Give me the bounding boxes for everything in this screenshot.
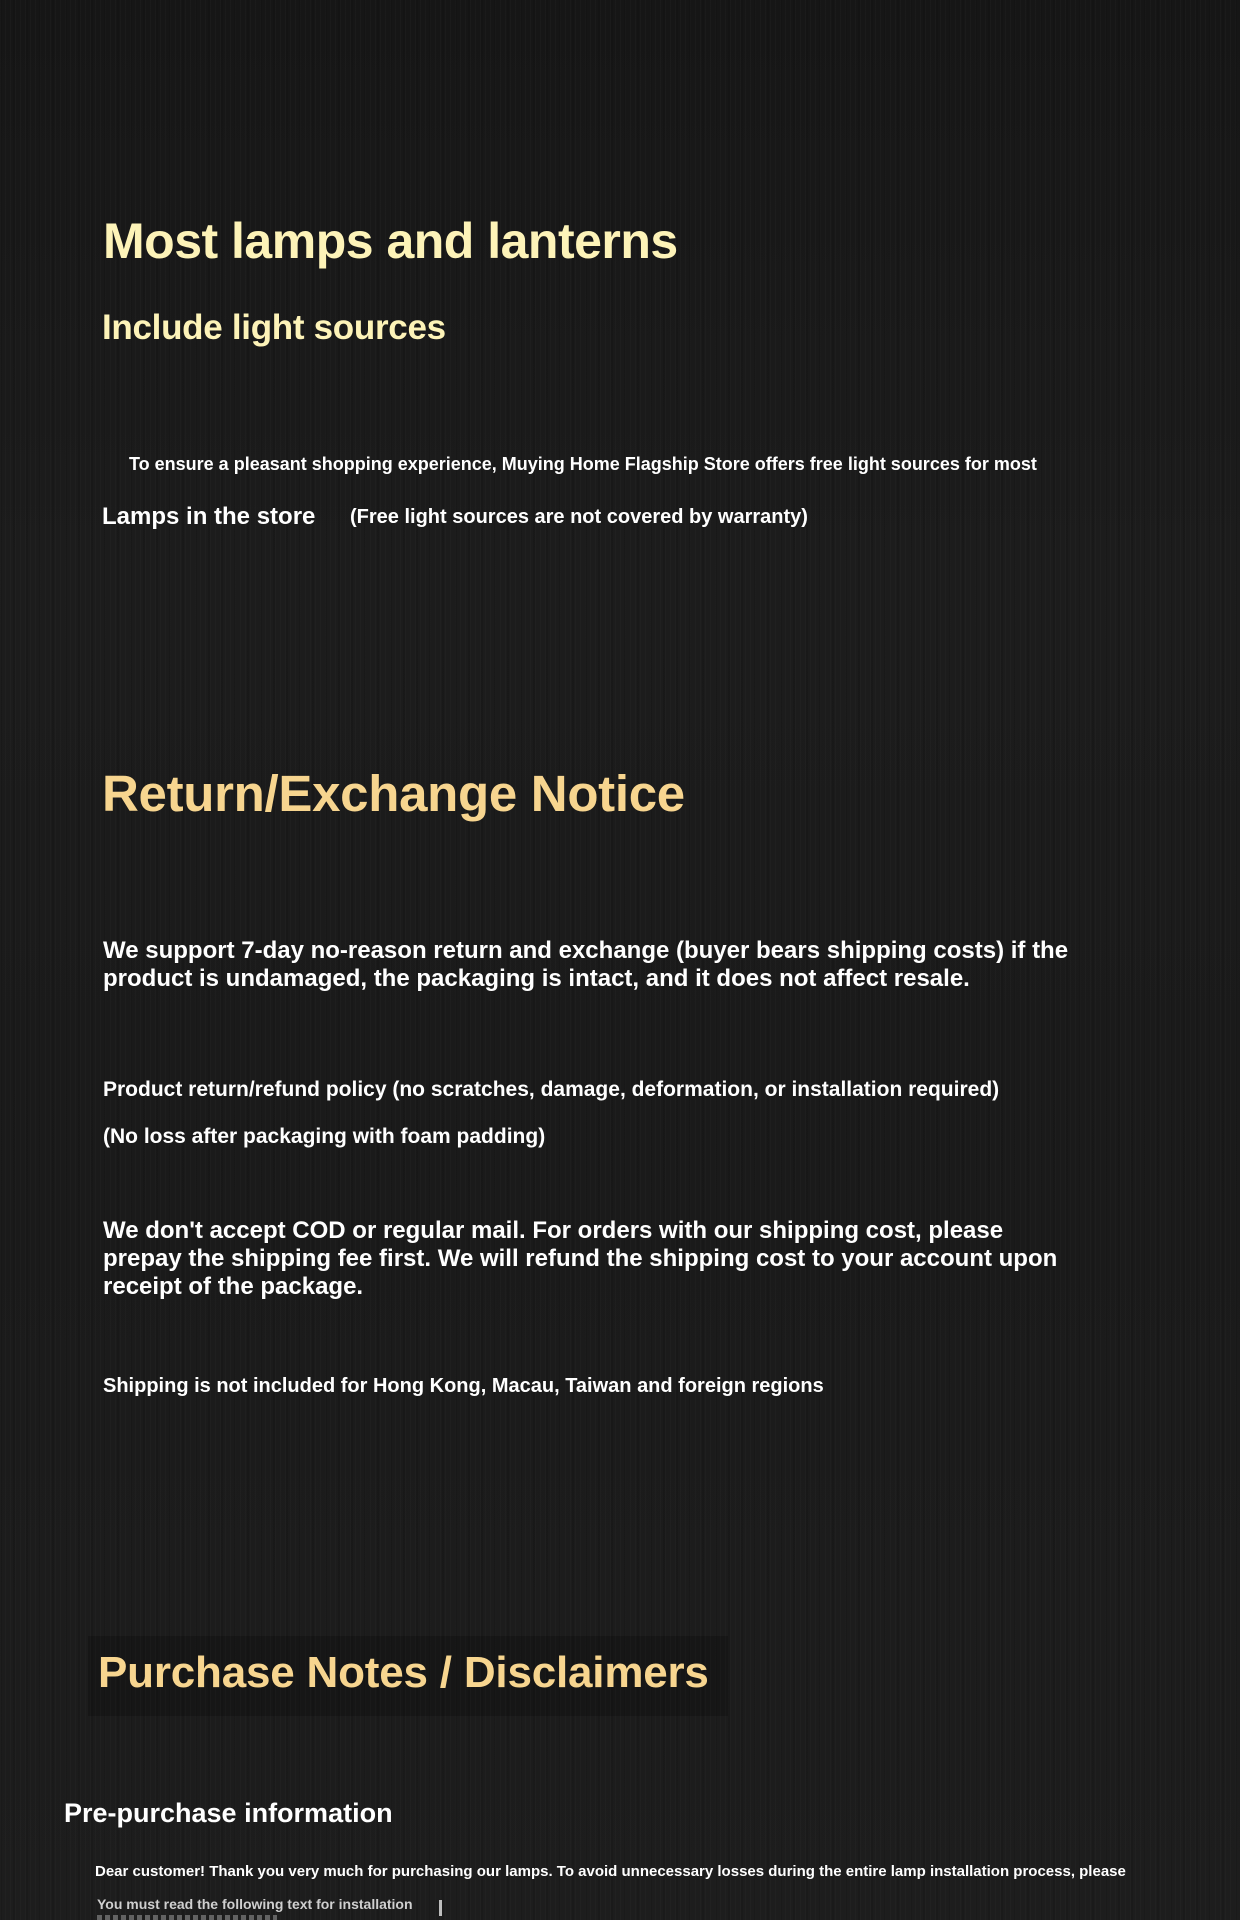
text-cursor bbox=[439, 1900, 442, 1916]
light-sources-heading: Most lamps and lanterns bbox=[103, 213, 678, 269]
customer-greeting-text: Dear customer! Thank you very much for purchasing our lamps. To avoid unnecessary losses during the entire lamp installation process, please bbox=[95, 1863, 1126, 1880]
cut-off-text-line bbox=[97, 1915, 277, 1920]
lamps-in-store-label: Lamps in the store bbox=[102, 503, 316, 530]
purchase-notes-heading: Purchase Notes / Disclaimers bbox=[98, 1648, 709, 1697]
pre-purchase-heading: Pre-purchase information bbox=[64, 1798, 393, 1828]
light-sources-offer-text: To ensure a pleasant shopping experience, Muying Home Flagship Store offers free light sources for most bbox=[129, 454, 1037, 474]
packaging-note: (No loss after packaging with foam padding) bbox=[103, 1125, 546, 1148]
warranty-note: (Free light sources are not covered by warranty) bbox=[350, 506, 808, 528]
installation-notice-text: You must read the following text for installation bbox=[97, 1896, 413, 1912]
refund-policy-text: Product return/refund policy (no scratches, damage, deformation, or installation required) bbox=[103, 1078, 1000, 1101]
light-sources-subheading: Include light sources bbox=[102, 308, 446, 347]
return-exchange-heading: Return/Exchange Notice bbox=[102, 765, 685, 822]
shipping-payment-paragraph: We don't accept COD or regular mail. For orders with our shipping cost, please prepay the shipping fee first. We will refund the shipping cost to your account upon receipt of the package. bbox=[103, 1217, 1058, 1300]
return-policy-paragraph: We support 7-day no-reason return and exchange (buyer bears shipping costs) if the product is undamaged, the packaging is intact, and it does not affect resale. bbox=[103, 937, 1069, 992]
regional-shipping-note: Shipping is not included for Hong Kong, Macau, Taiwan and foreign regions bbox=[103, 1375, 824, 1397]
